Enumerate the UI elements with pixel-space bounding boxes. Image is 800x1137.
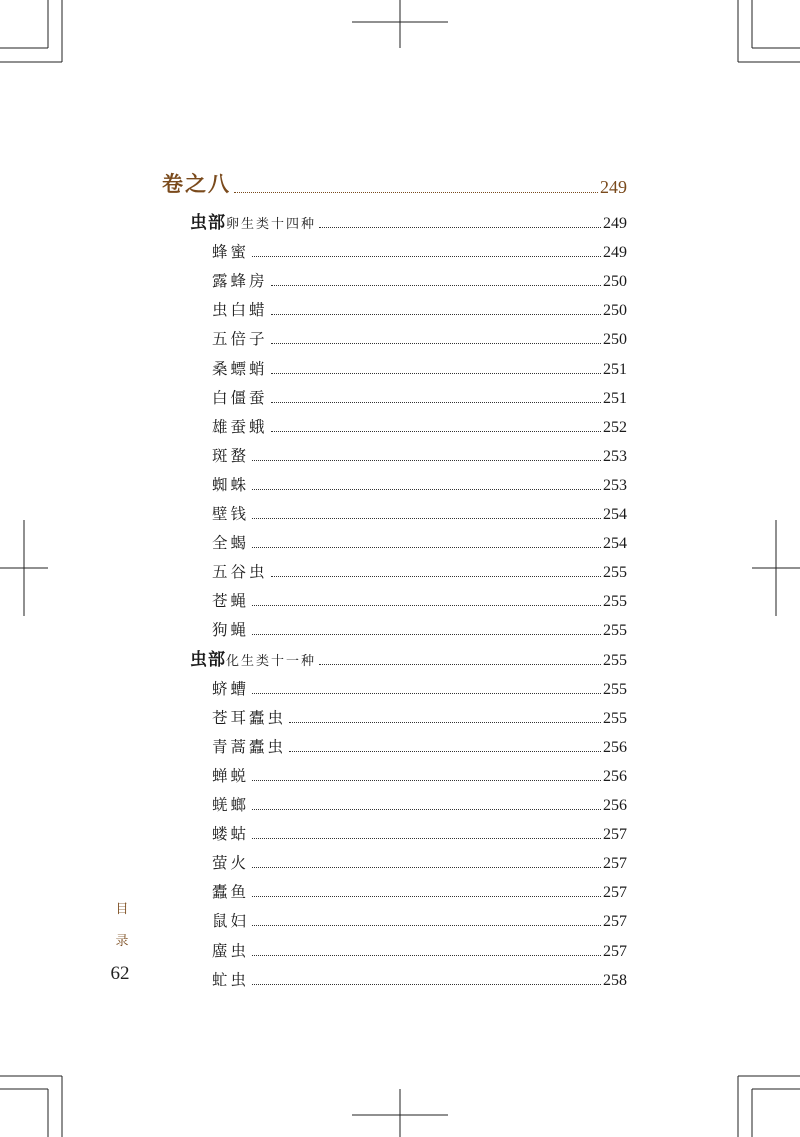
entry-name: 苍耳蠹虫 — [212, 708, 287, 727]
section-title-wrap — [190, 208, 316, 233]
entry-name: 虫白蜡 — [212, 301, 268, 320]
toc-entry[interactable] — [212, 733, 627, 757]
entry-name: 蜣螂 — [212, 796, 250, 814]
section-title: 虫部 — [190, 649, 226, 670]
entry-name: 壁钱 — [212, 505, 250, 523]
leader-dots — [252, 518, 601, 519]
leader-dots — [271, 285, 601, 286]
entry-page: 258 — [603, 971, 627, 989]
toc-entry[interactable] — [212, 296, 627, 320]
entry-page: 257 — [603, 884, 627, 902]
toc-entry[interactable] — [212, 675, 627, 699]
toc-entry[interactable] — [212, 820, 627, 844]
toc-entry[interactable] — [212, 878, 627, 902]
entry-page: 253 — [603, 447, 627, 465]
section-page: 255 — [603, 651, 627, 669]
toc-section[interactable] — [190, 209, 627, 233]
section-title: 虫部 — [190, 213, 226, 233]
entry-page: 255 — [603, 622, 627, 640]
entry-name: 䗪虫 — [212, 941, 250, 960]
toc-entry[interactable] — [212, 529, 627, 553]
leader-dots — [234, 192, 598, 193]
entry-page: 257 — [603, 826, 627, 844]
entry-name: 五倍子 — [212, 330, 268, 349]
running-head-char: 目 — [115, 902, 129, 917]
toc-entry[interactable] — [212, 384, 627, 408]
entry-name: 萤火 — [212, 854, 250, 873]
entry-name: 鼠妇 — [212, 912, 250, 931]
toc-entry[interactable] — [212, 238, 627, 262]
toc-section[interactable] — [190, 646, 627, 670]
entry-page: 255 — [603, 564, 627, 582]
entry-name: 青蒿蠹虫 — [212, 737, 287, 756]
entry-page: 251 — [603, 360, 627, 378]
entry-page: 254 — [603, 506, 627, 523]
entry-page: 257 — [603, 942, 627, 960]
page-number: 62 — [110, 963, 130, 984]
leader-dots — [252, 809, 601, 810]
toc-entry[interactable] — [212, 325, 627, 349]
leader-dots — [271, 402, 601, 403]
toc-entry[interactable] — [212, 500, 627, 524]
entry-page: 257 — [603, 913, 627, 931]
leader-dots — [252, 547, 601, 548]
running-head-char: 录 — [115, 934, 129, 949]
leader-dots — [252, 984, 601, 985]
entry-page: 253 — [603, 476, 627, 494]
leader-dots — [271, 576, 601, 577]
section-title-wrap — [190, 645, 316, 670]
leader-dots — [252, 867, 601, 868]
toc-entry[interactable] — [212, 355, 627, 379]
entry-page: 255 — [603, 680, 627, 698]
section-subtitle: 化生类十一种 — [226, 653, 317, 669]
entry-page: 251 — [603, 389, 627, 407]
entry-name: 全蝎 — [212, 534, 250, 553]
leader-dots — [252, 256, 601, 257]
leader-dots — [289, 751, 601, 752]
toc-volume-heading[interactable] — [162, 172, 627, 198]
toc-entry[interactable] — [212, 558, 627, 582]
leader-dots — [252, 955, 601, 956]
toc-entry[interactable] — [212, 762, 627, 786]
entry-name: 斑蝥 — [212, 446, 250, 465]
entry-name: 蝉蜕 — [212, 766, 250, 785]
volume-page: 249 — [600, 177, 627, 197]
entry-name: 蠹鱼 — [212, 883, 250, 902]
entry-page: 250 — [603, 331, 627, 349]
entry-name: 五谷虫 — [212, 563, 268, 582]
toc-entry[interactable] — [212, 966, 627, 990]
toc-entry[interactable] — [212, 267, 627, 291]
entry-page: 250 — [603, 302, 627, 320]
toc-entry[interactable] — [212, 413, 627, 437]
leader-dots — [252, 489, 601, 490]
entry-name: 桑螵蛸 — [212, 359, 268, 378]
toc-entry[interactable] — [212, 616, 627, 640]
leader-dots — [319, 664, 601, 665]
entry-page: 255 — [603, 709, 627, 727]
entry-name: 白僵蚕 — [212, 388, 268, 407]
entry-name: 狗蝇 — [212, 621, 250, 640]
toc-entry[interactable] — [212, 704, 627, 728]
entry-name: 蜂蜜 — [212, 243, 250, 262]
leader-dots — [252, 896, 601, 897]
toc-entry[interactable] — [212, 471, 627, 495]
leader-dots — [271, 314, 601, 315]
leader-dots — [252, 925, 601, 926]
leader-dots — [252, 838, 601, 839]
leader-dots — [252, 634, 601, 635]
toc-entry[interactable] — [212, 937, 627, 961]
toc-entry[interactable] — [212, 849, 627, 873]
section-subtitle: 卵生类十四种 — [226, 217, 317, 232]
volume-title: 卷之八 — [162, 171, 231, 196]
entry-page: 256 — [603, 797, 627, 814]
entry-name: 雄蚕蛾 — [212, 417, 268, 436]
entry-name: 虻虫 — [212, 970, 250, 989]
leader-dots — [252, 780, 601, 781]
entry-name: 苍蝇 — [212, 592, 250, 611]
leader-dots — [271, 373, 601, 374]
leader-dots — [319, 227, 601, 228]
leader-dots — [271, 343, 601, 344]
leader-dots — [252, 605, 601, 606]
entry-page: 254 — [603, 535, 627, 553]
toc-entry[interactable] — [212, 442, 627, 466]
entry-page: 252 — [603, 418, 627, 436]
entry-page: 256 — [603, 767, 627, 785]
toc-entry[interactable] — [212, 587, 627, 611]
entry-name: 蜘蛛 — [212, 475, 250, 494]
entry-page: 256 — [603, 738, 627, 756]
leader-dots — [252, 460, 601, 461]
leader-dots — [271, 431, 601, 432]
entry-name: 蝼蛄 — [212, 825, 250, 844]
entry-name: 露蜂房 — [212, 272, 268, 291]
entry-name: 蛴螬 — [212, 679, 250, 698]
entry-page: 257 — [603, 855, 627, 873]
entry-page: 249 — [603, 244, 627, 262]
leader-dots — [289, 722, 601, 723]
leader-dots — [252, 693, 601, 694]
entry-page: 255 — [603, 593, 627, 611]
entry-page: 250 — [603, 273, 627, 291]
toc-entry[interactable] — [212, 791, 627, 815]
toc-entry[interactable] — [212, 907, 627, 931]
section-page: 249 — [603, 215, 627, 232]
